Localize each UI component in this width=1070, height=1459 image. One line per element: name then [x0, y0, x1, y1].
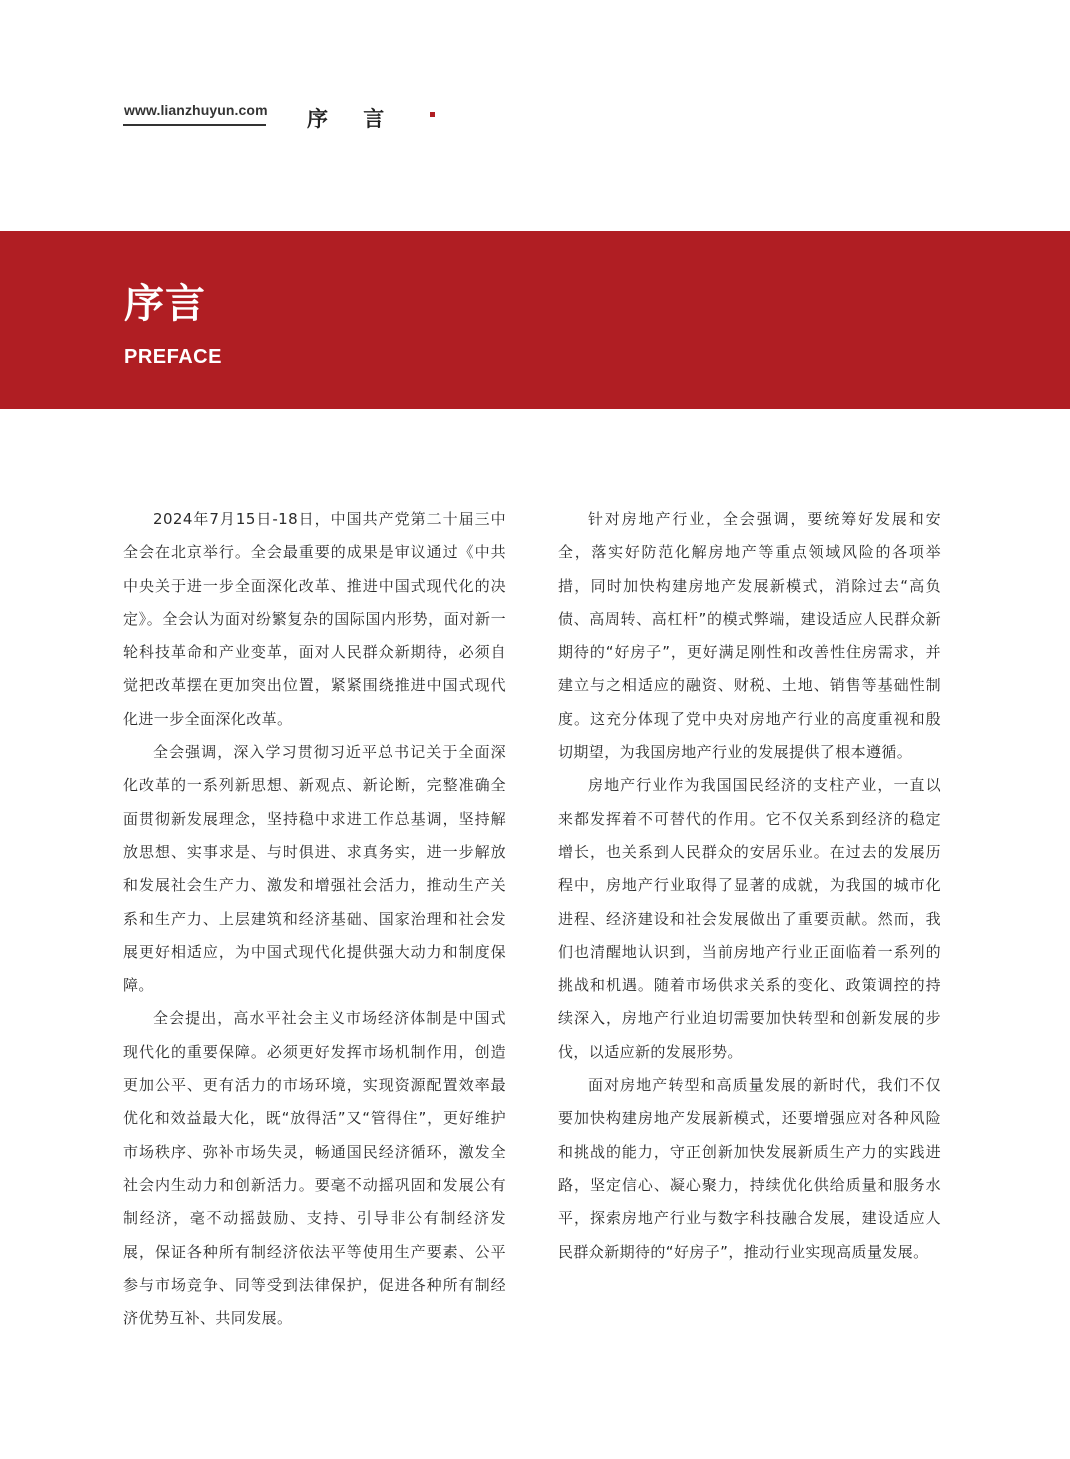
paragraph: 2024年7月15日-18日，中国共产党第二十届三中全会在北京举行。全会最重要的成果是审议通过《中共中央关于进一步全面深化改革、推进中国式现代化的决定》。全会认为面对纷繁复杂的国际国内形势，面对新一轮科技革命和产业变革，面对人民群众新期待，必须自觉把改革摆在更加突出位置，紧紧围绕推进中国式现代化进一步全面深化改革。: [123, 510, 506, 728]
paragraph: 全会提出，高水平社会主义市场经济体制是中国式现代化的重要保障。必须更好发挥市场机制作用，创造更加公平、更有活力的市场环境，实现资源配置效率最优化和效益最大化，既“放得活”又“管得住”，更好维护市场秩序、弥补市场失灵，畅通国民经济循环，激发全社会内生动力和创新活力。要毫不动摇巩固和发展公有制经济，毫不动摇鼓励、支持、引导非公有制经济发展，保证各种所有制经济依法平等使用生产要素、公平参与市场竞争、同等受到法律保护，促进各种所有制经济优势互补、共同发展。: [123, 1009, 506, 1328]
title-banner: [0, 231, 1070, 409]
paragraph: 针对房地产行业，全会强调，要统筹好发展和安全，落实好防范化解房地产等重点领域风险的各项举措，同时加快构建房地产发展新模式，消除过去“高负债、高周转、高杠杆”的模式弊端，建设适应人民群众新期待的“好房子”，更好满足刚性和改善性住房需求，并建立与之相适应的融资、财税、土地、销售等基础性制度。这充分体现了党中央对房地产行业的高度重视和殷切期望，为我国房地产行业的发展提供了根本遵循。: [558, 510, 941, 762]
page-subtitle: PREFACE: [124, 346, 222, 368]
body-column-right: [558, 503, 941, 1269]
paragraph: 房地产行业作为我国国民经济的支柱产业，一直以来都发挥着不可替代的作用。它不仅关系到经济的稳定增长，也关系到人民群众的安居乐业。在过去的发展历程中，房地产行业取得了显著的成就，为我国的城市化进程、经济建设和社会发展做出了重要贡献。然而，我们也清醒地认识到，当前房地产行业正面临着一系列的挑战和机遇。随着市场供求关系的变化、政策调控的持续深入，房地产行业迫切需要加快转型和创新发展的步伐，以适应新的发展形势。: [558, 776, 941, 1061]
paragraph: 全会强调，深入学习贯彻习近平总书记关于全面深化改革的一系列新思想、新观点、新论断，完整准确全面贯彻新发展理念，坚持稳中求进工作总基调，坚持解放思想、实事求是、与时俱进、求真务实，进一步解放和发展社会生产力、激发和增强社会活力，推动生产关系和生产力、上层建筑和经济基础、国家治理和社会发展更好相适应，为中国式现代化提供强大动力和制度保障。: [123, 743, 506, 995]
accent-dot: [430, 112, 435, 117]
page-title: 序言: [124, 281, 206, 327]
site-url-underline: [123, 124, 266, 126]
site-url[interactable]: www.lianzhuyun.com: [124, 102, 268, 118]
body-column-left: [123, 503, 506, 1335]
paragraph: 面对房地产转型和高质量发展的新时代，我们不仅要加快构建房地产发展新模式，还要增强应对各种风险和挑战的能力，守正创新加快发展新质生产力的实践进路，坚定信心、凝心聚力，持续优化供给质量和服务水平，探索房地产行业与数字科技融合发展，建设适应人民群众新期待的“好房子”，推动行业实现高质量发展。: [558, 1076, 941, 1261]
section-label: 序 言: [307, 107, 399, 131]
